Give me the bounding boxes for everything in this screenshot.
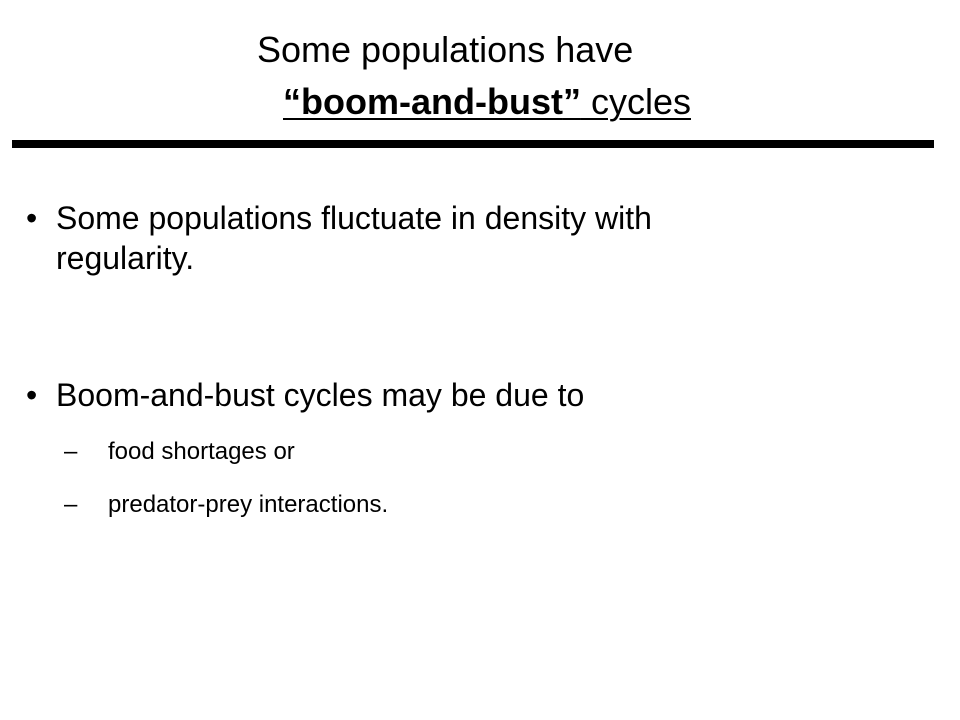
sub-item-marker: – [64, 438, 78, 465]
title-divider [12, 140, 934, 148]
sub-item-text: predator-prey interactions. [108, 491, 389, 518]
title-bold-phrase: boom-and-bust [301, 81, 563, 122]
bullet-text: regularity. [56, 240, 195, 276]
title-close-quote: ” [562, 81, 581, 122]
title-open-quote: “ [283, 81, 301, 122]
slide-title-line2 [283, 80, 691, 124]
sub-item-marker: – [64, 491, 78, 518]
sub-item-text: food shortages or [108, 438, 295, 465]
bullet-marker: • [26, 200, 38, 236]
bullet-marker: • [26, 377, 38, 413]
title-trailing-text: cycles [580, 81, 691, 122]
bullet-text: Boom-and-bust cycles may be due to [56, 377, 585, 413]
bullet-text: Some populations fluctuate in density with [56, 200, 652, 236]
slide-title-line1: Some populations have [257, 29, 634, 70]
